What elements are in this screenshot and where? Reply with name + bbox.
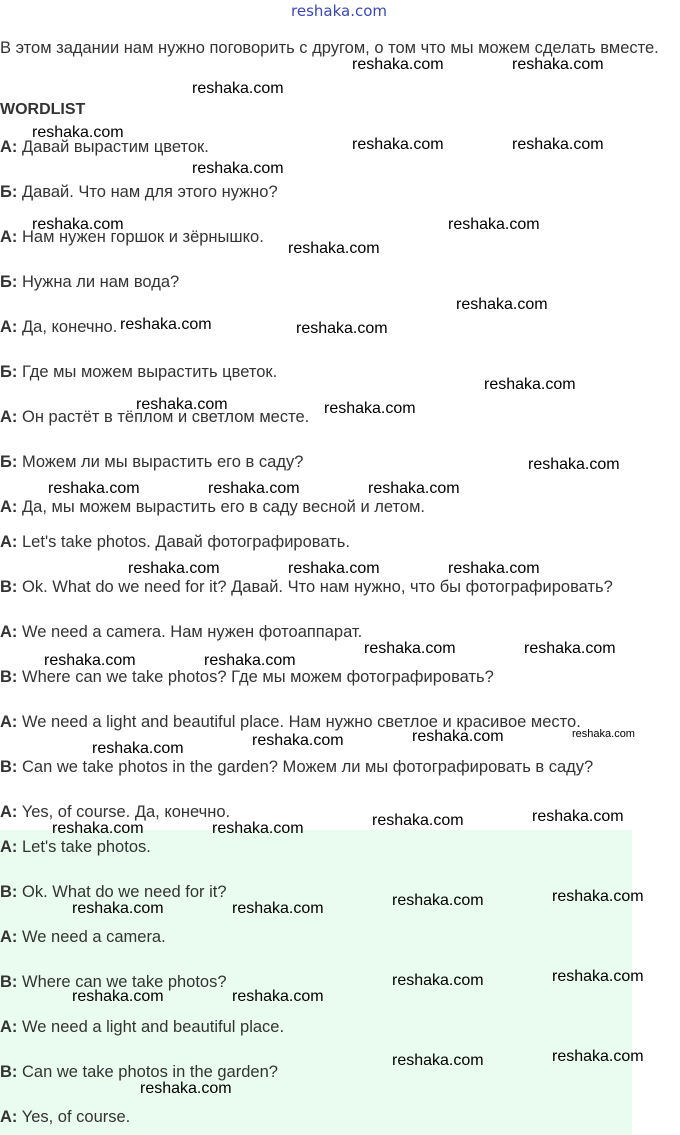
line-text: Ok. What do we need for it? Давай. Что нам нужно, что бы фотографировать? xyxy=(17,578,613,596)
speaker-label: B: xyxy=(0,883,18,901)
line-text: We need a light and beautiful place. xyxy=(17,1018,285,1036)
watermark: reshaka.com xyxy=(352,136,444,153)
dialogue-line xyxy=(0,1108,130,1127)
watermark: reshaka.com xyxy=(92,740,184,757)
speaker-label: A: xyxy=(0,803,18,821)
watermark: reshaka.com xyxy=(232,900,324,917)
dialogue-line xyxy=(0,363,277,382)
intro-text: В этом задании нам нужно поговорить с другом, о том что мы можем сделать вместе. xyxy=(0,39,659,57)
line-text: Let's take photos. xyxy=(17,838,151,856)
speaker-label: B: xyxy=(0,758,18,776)
line-text: Он растёт в тёплом и светлом месте. xyxy=(17,408,310,426)
watermark: reshaka.com xyxy=(352,56,444,73)
watermark: reshaka.com xyxy=(552,888,644,905)
speaker-label: Б: xyxy=(0,273,18,291)
dialogue-line xyxy=(0,453,303,472)
line-text: Где мы можем вырастить цветок. xyxy=(17,363,278,381)
watermark: reshaka.com xyxy=(552,1048,644,1065)
watermark: reshaka.com xyxy=(120,316,212,333)
watermark: reshaka.com xyxy=(232,988,324,1005)
dialogue-line xyxy=(0,1018,284,1037)
watermark: reshaka.com xyxy=(456,296,548,313)
line-text: Let's take photos. Давай фотографировать. xyxy=(17,533,350,551)
site-link[interactable]: reshaka.com xyxy=(291,2,387,20)
line-text: We need a light and beautiful place. Нам нужно светлое и красивое место. xyxy=(17,713,581,731)
line-text: Нам нужен горшок и зёрнышко. xyxy=(17,228,264,246)
watermark: reshaka.com xyxy=(136,396,228,413)
speaker-label: A: xyxy=(0,838,18,856)
dialogue-line xyxy=(0,668,494,687)
speaker-label: A: xyxy=(0,928,18,946)
speaker-label: B: xyxy=(0,1063,18,1081)
dialogue-line xyxy=(0,578,613,597)
dialogue-line xyxy=(0,498,425,517)
speaker-label: А: xyxy=(0,138,18,156)
dialogue-line xyxy=(0,1063,278,1082)
watermark: reshaka.com xyxy=(252,732,344,749)
speaker-label: B: xyxy=(0,578,18,596)
line-text: We need a camera. xyxy=(17,928,166,946)
line-text: Давай. Что нам для этого нужно? xyxy=(17,183,278,201)
line-text: Can we take photos in the garden? Можем ли мы фотографировать в саду? xyxy=(17,758,594,776)
line-text: Можем ли мы вырастить его в саду? xyxy=(17,453,304,471)
speaker-label: A: xyxy=(0,713,18,731)
speaker-label: А: xyxy=(0,318,18,336)
speaker-label: A: xyxy=(0,623,18,641)
wordlist-heading: WORDLIST xyxy=(0,101,86,118)
watermark: reshaka.com xyxy=(72,900,164,917)
watermark: reshaka.com xyxy=(392,972,484,989)
watermark: reshaka.com xyxy=(524,640,616,657)
watermark: reshaka.com xyxy=(44,652,136,669)
watermark: reshaka.com xyxy=(72,988,164,1005)
watermark: reshaka.com xyxy=(192,80,284,97)
watermark: reshaka.com xyxy=(412,728,504,745)
watermark: reshaka.com xyxy=(572,728,635,740)
watermark: reshaka.com xyxy=(364,640,456,657)
speaker-label: Б: xyxy=(0,363,18,381)
watermark: reshaka.com xyxy=(128,560,220,577)
line-text: Нужна ли нам вода? xyxy=(17,273,180,291)
dialogue-line xyxy=(0,928,166,947)
speaker-label: Б: xyxy=(0,183,18,201)
speaker-label: Б: xyxy=(0,453,18,471)
line-text: Where can we take photos? xyxy=(17,973,227,991)
watermark: reshaka.com xyxy=(192,160,284,177)
watermark: reshaka.com xyxy=(208,480,300,497)
watermark: reshaka.com xyxy=(212,820,304,837)
dialogue-line xyxy=(0,838,151,857)
watermark: reshaka.com xyxy=(532,808,624,825)
watermark: reshaka.com xyxy=(288,240,380,257)
watermark: reshaka.com xyxy=(512,136,604,153)
line-text: Да, мы можем вырастить его в саду весной и летом. xyxy=(17,498,425,516)
speaker-label: А: xyxy=(0,408,18,426)
speaker-label: A: xyxy=(0,533,18,551)
watermark: reshaka.com xyxy=(140,1080,232,1097)
line-text: Да, конечно. xyxy=(17,318,118,336)
line-text: Where can we take photos? Где мы можем фотографировать? xyxy=(17,668,494,686)
watermark: reshaka.com xyxy=(528,456,620,473)
line-text: Can we take photos in the garden? xyxy=(17,1063,278,1081)
dialogue-line xyxy=(0,758,593,777)
dialogue-line xyxy=(0,273,179,292)
watermark: reshaka.com xyxy=(448,216,540,233)
watermark: reshaka.com xyxy=(296,320,388,337)
watermark: reshaka.com xyxy=(288,560,380,577)
dialogue-line xyxy=(0,183,278,202)
speaker-label: A: xyxy=(0,1108,18,1126)
watermark: reshaka.com xyxy=(52,820,144,837)
watermark: reshaka.com xyxy=(392,1052,484,1069)
watermark: reshaka.com xyxy=(372,812,464,829)
line-text: Yes, of course. xyxy=(17,1108,131,1126)
watermark: reshaka.com xyxy=(324,400,416,417)
dialogue-line xyxy=(0,623,362,642)
line-text: Yes, of course. Да, конечно. xyxy=(17,803,231,821)
line-text: Давай вырастим цветок. xyxy=(17,138,209,156)
watermark: reshaka.com xyxy=(552,968,644,985)
watermark: reshaka.com xyxy=(448,560,540,577)
watermark: reshaka.com xyxy=(32,216,124,233)
watermark: reshaka.com xyxy=(368,480,460,497)
dialogue-line xyxy=(0,533,350,552)
speaker-label: А: xyxy=(0,228,18,246)
watermark: reshaka.com xyxy=(392,892,484,909)
speaker-label: A: xyxy=(0,1018,18,1036)
watermark: reshaka.com xyxy=(512,56,604,73)
watermark: reshaka.com xyxy=(484,376,576,393)
watermark: reshaka.com xyxy=(48,480,140,497)
speaker-label: А: xyxy=(0,498,18,516)
watermark: reshaka.com xyxy=(204,652,296,669)
line-text: We need a camera. Нам нужен фотоаппарат. xyxy=(17,623,363,641)
speaker-label: B: xyxy=(0,668,18,686)
dialogue-line xyxy=(0,318,117,337)
speaker-label: B: xyxy=(0,973,18,991)
watermark: reshaka.com xyxy=(32,124,124,141)
line-text: Ok. What do we need for it? xyxy=(17,883,227,901)
